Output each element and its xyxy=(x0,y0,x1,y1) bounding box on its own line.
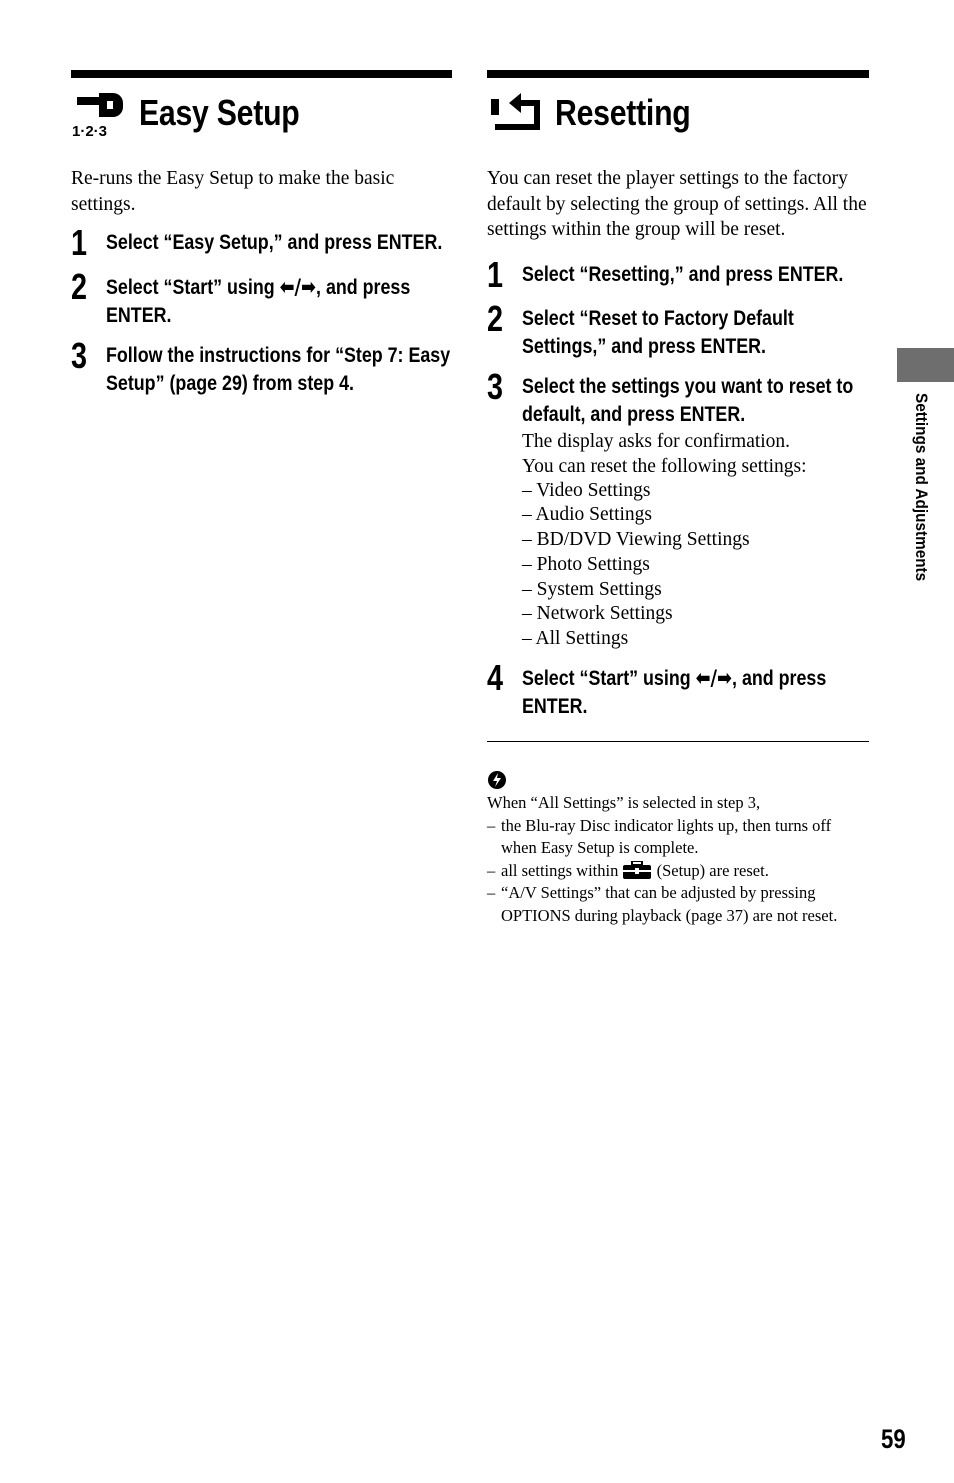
hint-icon xyxy=(487,770,507,790)
list-item: – Photo Settings xyxy=(522,553,650,575)
list-item: – Audio Settings xyxy=(522,504,653,526)
step-item xyxy=(487,253,869,295)
dash: – xyxy=(487,815,496,835)
notes-divider xyxy=(487,741,869,742)
intro-text: Re-runs the Easy Setup to make the basic settings. xyxy=(71,168,395,215)
easy-setup-section xyxy=(71,70,452,398)
step-title-part: , and press ENTER. xyxy=(106,276,411,327)
step-number: 1 xyxy=(71,222,88,263)
dash: – xyxy=(487,860,496,880)
settings-list xyxy=(522,479,869,653)
notes-list xyxy=(487,815,869,928)
step-item xyxy=(487,657,869,721)
left-right-arrows-icon: ⬅/➡ xyxy=(279,275,317,299)
page-number: 59 xyxy=(881,1424,906,1454)
list-item: – System Settings xyxy=(522,578,662,600)
list-item: – BD/DVD Viewing Settings xyxy=(522,529,750,551)
step-title: Follow the instructions for “Step 7: Easy Setup” (page 29) from step 4. xyxy=(106,344,451,395)
chapter-label: Settings and Adjustments xyxy=(912,393,931,582)
step-item xyxy=(71,266,452,330)
step-number: 3 xyxy=(71,335,88,376)
section-title: Resetting xyxy=(555,92,691,133)
step-item xyxy=(71,222,452,263)
notes-block xyxy=(487,792,869,927)
dash: – xyxy=(487,883,496,903)
list-item xyxy=(487,860,869,883)
step-title: Select “Reset to Factory Default Settings,” and press ENTER. xyxy=(522,306,794,358)
step-text: You can reset the following settings: xyxy=(522,455,807,477)
notes-lead: When “All Settings” is selected in step 3, xyxy=(487,793,761,813)
step-number: 2 xyxy=(71,266,88,307)
section-rule xyxy=(487,70,869,78)
section-rule xyxy=(71,70,452,78)
note-text: “A/V Settings” that can be adjusted by pressing OPTIONS during playback (page 37) are not reset. xyxy=(501,883,838,925)
reset-arrow-icon xyxy=(487,87,543,139)
resetting-section xyxy=(487,70,869,927)
list-item xyxy=(487,815,869,860)
step-item xyxy=(71,335,452,398)
step-item xyxy=(487,297,869,361)
step-title-part: Select “Start” using xyxy=(522,667,696,691)
step-text: The display asks for confirmation. xyxy=(522,430,791,452)
left-right-arrows-icon: ⬅/➡ xyxy=(695,666,733,691)
list-item: – Network Settings xyxy=(522,603,673,625)
step-number: 3 xyxy=(487,365,504,407)
step-title xyxy=(522,664,870,721)
step-title-part: , and press ENTER. xyxy=(522,667,827,719)
toolbox-icon xyxy=(622,861,652,879)
step-number: 2 xyxy=(487,297,504,339)
note-text: all settings within xyxy=(501,860,623,880)
wrench-123-icon xyxy=(71,87,127,139)
resetting-heading xyxy=(487,80,869,146)
intro-text: You can reset the player settings to the factory default by selecting the group of settings. All the settings within the group will be reset. xyxy=(487,168,867,240)
page-title: Easy Setup xyxy=(139,92,300,133)
easy-setup-heading xyxy=(71,80,452,146)
note-text: the Blu-ray Disc indicator lights up, then turns off when Easy Setup is complete. xyxy=(501,815,832,858)
list-item: – Video Settings xyxy=(522,479,651,501)
step-title xyxy=(106,273,453,330)
step-title: Select “Resetting,” and press ENTER. xyxy=(522,262,844,286)
icon-caption: 1·2·3 xyxy=(72,123,108,139)
step-title-part: Select “Start” using xyxy=(106,276,280,299)
step-title: Select “Easy Setup,” and press ENTER. xyxy=(106,231,443,254)
list-item: – All Settings xyxy=(522,628,629,650)
step-item xyxy=(487,365,869,653)
list-item xyxy=(487,882,869,927)
step-number: 1 xyxy=(487,253,504,295)
step-title: Select the settings you want to reset to default, and press ENTER. xyxy=(522,374,854,426)
chapter-tab xyxy=(897,348,954,382)
note-text: (Setup) are reset. xyxy=(652,860,769,880)
step-number: 4 xyxy=(487,657,504,699)
